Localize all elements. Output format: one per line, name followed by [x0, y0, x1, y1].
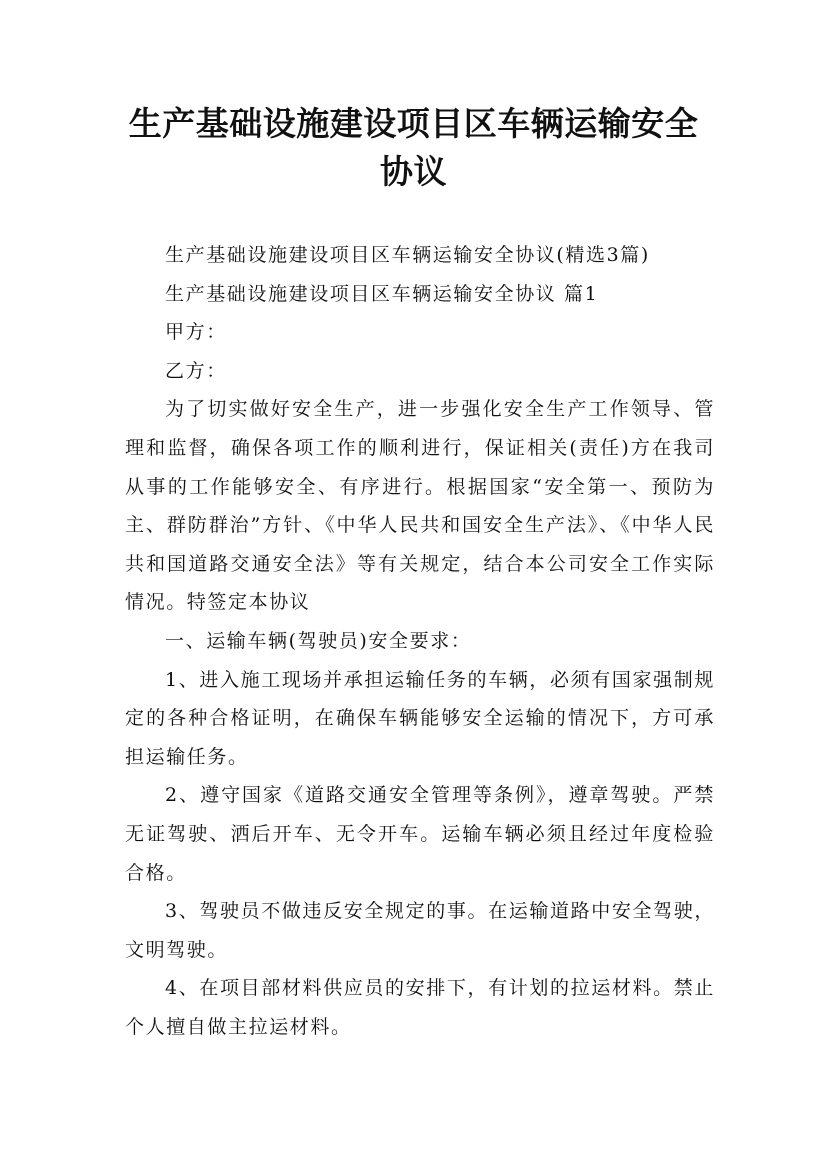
clause-2: 2、遵守国家《道路交通安全管理等条例》，遵章驾驶。严禁无证驾驶、洒后开车、无令开车。运输车辆必须且经过年度检验合格。 [125, 784, 715, 884]
party-a-line: 甲方： [165, 321, 227, 344]
subtitle-paragraph: 生产基础设施建设项目区车辆运输安全协议(精选3篇) [165, 244, 650, 266]
clause-3: 3、驾驶员不做违反安全规定的事。在运输道路中安全驾驶，文明驾驶。 [125, 900, 715, 961]
requirements-heading: 一、运输车辆(驾驶员)安全要求： [165, 629, 472, 652]
party-b-line: 乙方： [165, 359, 227, 382]
document-body [125, 236, 715, 1046]
document-title: 生产基础设施建设项目区车辆运输安全协议 [128, 104, 699, 191]
clause-1: 1、进入施工现场并承担运输任务的车辆，必须有国家强制规定的各种合格证明，在确保车辆能够安全运输的情况下，方可承担运输任务。 [125, 668, 715, 768]
section-heading: 生产基础设施建设项目区车辆运输安全协议 篇1 [165, 282, 599, 305]
clause-4: 4、在项目部材料供应员的安排下，有计划的拉运材料。禁止个人擅自做主拉运材料。 [125, 977, 715, 1038]
preamble-paragraph: 为了切实做好安全生产，进一步强化安全生产工作领导、管理和监督，确保各项工作的顺利进行，保证相关(责任)方在我司从事的工作能够安全、有序进行。根据国家“安全第一、预防为主、群防群治”方针、《中华人民共和国安全生产法》、《中华人民共和国道路交通安全法》等有关规定，结合本公司安全工作实际情况。特签定本协议 [125, 398, 715, 614]
